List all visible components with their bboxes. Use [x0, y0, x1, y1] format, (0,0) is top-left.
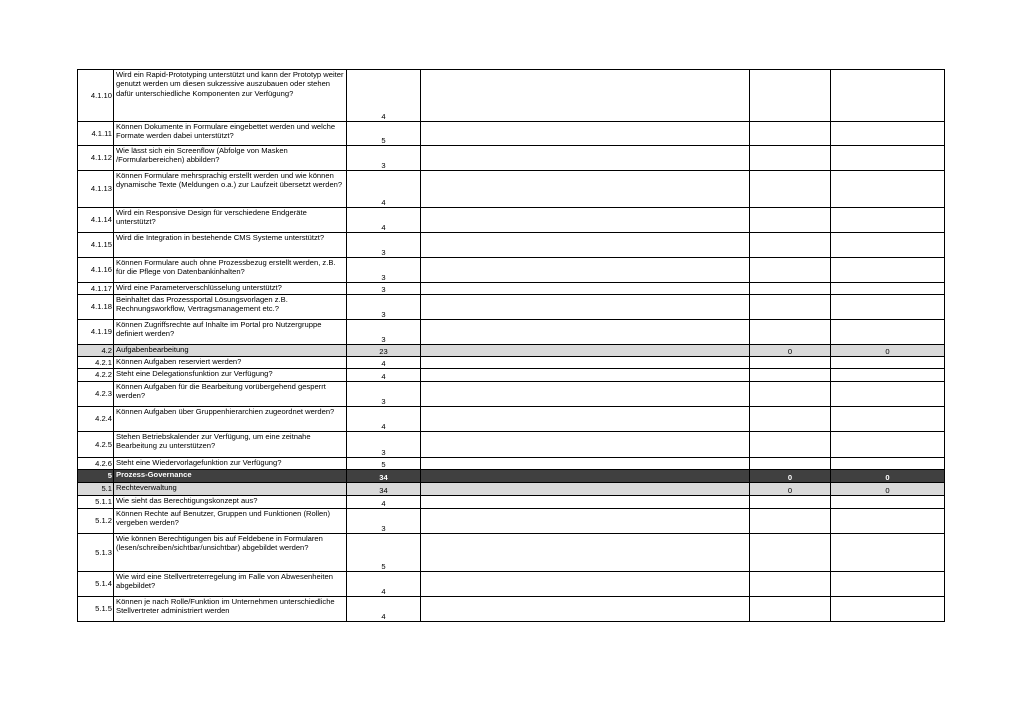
table-row: [78, 70, 945, 122]
table-row: [78, 258, 945, 283]
answer-cell: [421, 369, 750, 382]
question-cell: Können Aufgaben über Gruppenhierarchien zugeordnet werden?: [114, 407, 347, 432]
row-number-cell: 4.2.5: [78, 432, 114, 458]
table-row: [78, 432, 945, 458]
answer-cell: [421, 258, 750, 283]
rating-cell-1: [750, 382, 831, 407]
row-number-cell: 5.1: [78, 483, 114, 496]
rating-cell-1: [750, 407, 831, 432]
row-number-cell: 4.1.15: [78, 233, 114, 258]
rating-cell-1: [750, 295, 831, 320]
rating-cell-2: [831, 509, 945, 534]
row-number-cell: 4.1.14: [78, 208, 114, 233]
rating-cell-2: [831, 534, 945, 572]
table-row: [78, 382, 945, 407]
points-cell: 5: [347, 534, 421, 572]
rating-cell-2: 0: [831, 470, 945, 483]
rating-cell-1: [750, 432, 831, 458]
row-number-cell: 4.1.16: [78, 258, 114, 283]
rating-cell-2: [831, 369, 945, 382]
points-cell: 5: [347, 122, 421, 146]
table-row: [78, 295, 945, 320]
question-cell: Können Aufgaben für die Bearbeitung vorübergehend gesperrt werden?: [114, 382, 347, 407]
question-cell: Prozess-Governance: [114, 470, 347, 483]
answer-cell: [421, 357, 750, 369]
question-cell: Wird ein Rapid-Prototyping unterstützt und kann der Prototyp weiter genutzt werden um diesen sukzessive auszubauen oder stehen dafür unterschiedliche Komponenten zur Verfügung?: [114, 70, 347, 122]
table-row: [78, 369, 945, 382]
question-cell: Wie sieht das Berechtigungskonzept aus?: [114, 496, 347, 509]
answer-cell: [421, 171, 750, 208]
rating-cell-1: [750, 258, 831, 283]
rating-cell-2: 0: [831, 483, 945, 496]
answer-cell: [421, 382, 750, 407]
table-row: [78, 357, 945, 369]
question-cell: Können Aufgaben reserviert werden?: [114, 357, 347, 369]
rating-cell-2: [831, 295, 945, 320]
table-row: [78, 496, 945, 509]
table-row: [78, 208, 945, 233]
rating-cell-2: [831, 597, 945, 622]
points-cell: 4: [347, 597, 421, 622]
rating-cell-1: [750, 458, 831, 470]
points-cell: 3: [347, 233, 421, 258]
row-number-cell: 4.1.19: [78, 320, 114, 345]
rating-cell-1: [750, 357, 831, 369]
question-cell: Beinhaltet das Prozessportal Lösungsvorlagen z.B. Rechnungsworkflow, Vertragsmanagement etc.?: [114, 295, 347, 320]
table-row: [78, 320, 945, 345]
row-number-cell: 4.1.13: [78, 171, 114, 208]
points-cell: 3: [347, 258, 421, 283]
table-row: [78, 345, 945, 357]
rating-cell-2: [831, 146, 945, 171]
points-cell: 4: [347, 70, 421, 122]
points-cell: 34: [347, 483, 421, 496]
rating-cell-2: [831, 208, 945, 233]
rating-cell-1: [750, 369, 831, 382]
answer-cell: [421, 295, 750, 320]
row-number-cell: 4.1.17: [78, 283, 114, 295]
answer-cell: [421, 572, 750, 597]
answer-cell: [421, 283, 750, 295]
table-row: [78, 470, 945, 483]
rating-cell-1: 0: [750, 345, 831, 357]
points-cell: 4: [347, 171, 421, 208]
question-cell: Stehen Betriebskalender zur Verfügung, um eine zeitnahe Bearbeitung zu unterstützen?: [114, 432, 347, 458]
answer-cell: [421, 432, 750, 458]
table-row: [78, 483, 945, 496]
row-number-cell: 4.2.4: [78, 407, 114, 432]
points-cell: 3: [347, 320, 421, 345]
table-row: [78, 509, 945, 534]
rating-cell-2: [831, 320, 945, 345]
question-cell: Wird eine Parameterverschlüsselung unterstützt?: [114, 283, 347, 295]
answer-cell: [421, 407, 750, 432]
question-cell: Können Rechte auf Benutzer, Gruppen und Funktionen (Rollen) vergeben werden?: [114, 509, 347, 534]
question-cell: Können Formulare mehrsprachig erstellt werden und wie können dynamische Texte (Meldungen o.a.) zur Laufzeit übersetzt werden?: [114, 171, 347, 208]
table-row: [78, 572, 945, 597]
row-number-cell: 4.2.1: [78, 357, 114, 369]
table-row: [78, 407, 945, 432]
row-number-cell: 5.1.5: [78, 597, 114, 622]
rating-cell-2: [831, 122, 945, 146]
requirements-table: [77, 69, 945, 622]
answer-cell: [421, 483, 750, 496]
points-cell: 3: [347, 509, 421, 534]
rating-cell-2: [831, 357, 945, 369]
question-cell: Können Zugriffsrechte auf Inhalte im Portal pro Nutzergruppe definiert werden?: [114, 320, 347, 345]
points-cell: 4: [347, 407, 421, 432]
rating-cell-1: [750, 171, 831, 208]
answer-cell: [421, 509, 750, 534]
table-row: [78, 146, 945, 171]
rating-cell-1: [750, 283, 831, 295]
points-cell: 4: [347, 572, 421, 597]
table-row: [78, 597, 945, 622]
answer-cell: [421, 470, 750, 483]
points-cell: 4: [347, 357, 421, 369]
question-cell: Wie lässt sich ein Screenflow (Abfolge von Masken /Formularbereichen) abbilden?: [114, 146, 347, 171]
question-cell: Steht eine Wiedervorlagefunktion zur Verfügung?: [114, 458, 347, 470]
points-cell: 3: [347, 295, 421, 320]
rating-cell-2: [831, 458, 945, 470]
row-number-cell: 4.2.6: [78, 458, 114, 470]
answer-cell: [421, 122, 750, 146]
rating-cell-2: [831, 407, 945, 432]
answer-cell: [421, 534, 750, 572]
answer-cell: [421, 233, 750, 258]
row-number-cell: 5.1.4: [78, 572, 114, 597]
row-number-cell: 4.2.2: [78, 369, 114, 382]
table-row: [78, 283, 945, 295]
table-row: [78, 534, 945, 572]
answer-cell: [421, 345, 750, 357]
rating-cell-1: [750, 534, 831, 572]
question-cell: Aufgabenbearbeitung: [114, 345, 347, 357]
answer-cell: [421, 70, 750, 122]
rating-cell-2: [831, 572, 945, 597]
rating-cell-1: [750, 233, 831, 258]
table-row: [78, 233, 945, 258]
rating-cell-2: [831, 382, 945, 407]
table-row: [78, 458, 945, 470]
answer-cell: [421, 597, 750, 622]
rating-cell-1: [750, 70, 831, 122]
rating-cell-2: [831, 233, 945, 258]
question-cell: Können Formulare auch ohne Prozessbezug erstellt werden, z.B. für die Pflege von Datenbankinhalten?: [114, 258, 347, 283]
row-number-cell: 5.1.1: [78, 496, 114, 509]
row-number-cell: 4.1.11: [78, 122, 114, 146]
question-cell: Wird ein Responsive Design für verschiedene Endgeräte unterstützt?: [114, 208, 347, 233]
points-cell: 3: [347, 432, 421, 458]
question-cell: Können je nach Rolle/Funktion im Unternehmen unterschiedliche Stellvertreter administriert werden: [114, 597, 347, 622]
points-cell: 3: [347, 382, 421, 407]
points-cell: 34: [347, 470, 421, 483]
row-number-cell: 4.1.10: [78, 70, 114, 122]
row-number-cell: 4.2.3: [78, 382, 114, 407]
row-number-cell: 5: [78, 470, 114, 483]
row-number-cell: 4.1.18: [78, 295, 114, 320]
rating-cell-2: [831, 496, 945, 509]
answer-cell: [421, 458, 750, 470]
rating-cell-1: 0: [750, 483, 831, 496]
points-cell: 3: [347, 283, 421, 295]
table-row: [78, 171, 945, 208]
rating-cell-2: 0: [831, 345, 945, 357]
rating-cell-2: [831, 432, 945, 458]
row-number-cell: 5.1.2: [78, 509, 114, 534]
rating-cell-1: [750, 208, 831, 233]
answer-cell: [421, 146, 750, 171]
row-number-cell: 4.1.12: [78, 146, 114, 171]
question-cell: Wie wird eine Stellvertreterregelung im Falle von Abwesenheiten abgebildet?: [114, 572, 347, 597]
row-number-cell: 5.1.3: [78, 534, 114, 572]
question-cell: Wird die Integration in bestehende CMS Systeme unterstützt?: [114, 233, 347, 258]
rating-cell-1: [750, 572, 831, 597]
points-cell: 23: [347, 345, 421, 357]
rating-cell-1: 0: [750, 470, 831, 483]
question-cell: Können Dokumente in Formulare eingebettet werden und welche Formate werden dabei unterstützt?: [114, 122, 347, 146]
rating-cell-1: [750, 146, 831, 171]
rating-cell-2: [831, 258, 945, 283]
rating-cell-1: [750, 496, 831, 509]
points-cell: 4: [347, 496, 421, 509]
rating-cell-1: [750, 320, 831, 345]
question-cell: Wie können Berechtigungen bis auf Feldebene in Formularen (lesen/schreiben/sichtbar/unsichtbar) abgebildet werden?: [114, 534, 347, 572]
rating-cell-2: [831, 70, 945, 122]
rating-cell-1: [750, 597, 831, 622]
rating-cell-2: [831, 171, 945, 208]
answer-cell: [421, 496, 750, 509]
row-number-cell: 4.2: [78, 345, 114, 357]
points-cell: 4: [347, 369, 421, 382]
question-cell: Steht eine Delegationsfunktion zur Verfügung?: [114, 369, 347, 382]
question-cell: Rechteverwaltung: [114, 483, 347, 496]
answer-cell: [421, 208, 750, 233]
answer-cell: [421, 320, 750, 345]
points-cell: 3: [347, 146, 421, 171]
points-cell: 5: [347, 458, 421, 470]
rating-cell-1: [750, 122, 831, 146]
table-row: [78, 122, 945, 146]
rating-cell-1: [750, 509, 831, 534]
points-cell: 4: [347, 208, 421, 233]
rating-cell-2: [831, 283, 945, 295]
